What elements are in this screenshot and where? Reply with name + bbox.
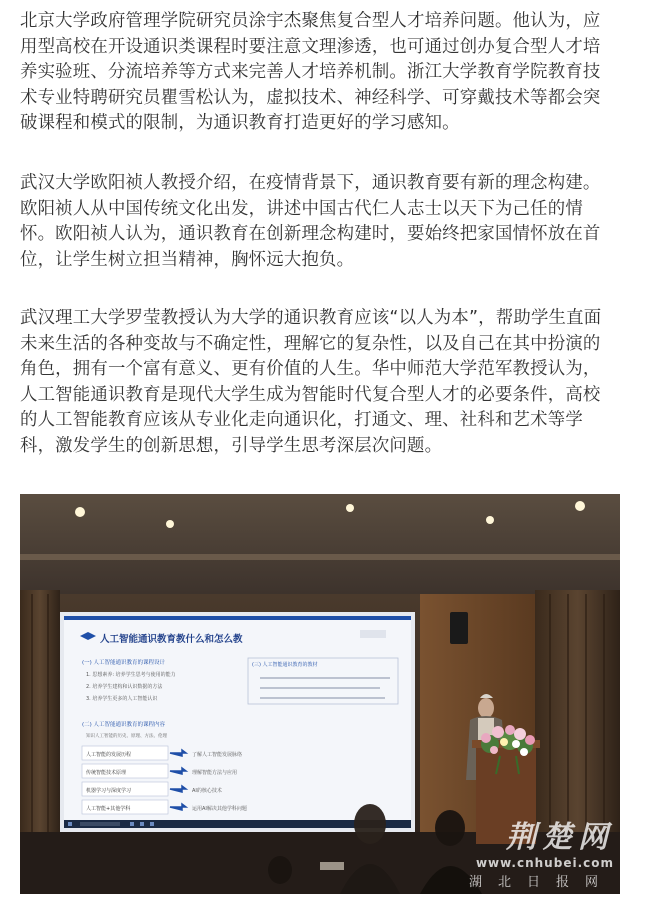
watermark-logo: 荆楚网 bbox=[506, 820, 614, 855]
paragraph-line: 术专业特聘研究员瞿雪松认为，虚拟技术、神经科学、可穿戴技术等都会突 bbox=[20, 87, 601, 108]
paragraph-line: 武汉理工大学罗莹教授认为大学的通识教育应该“以人为本”，帮助学生直面 bbox=[20, 308, 602, 328]
slide-row-right: 了解人工智能发展脉络 bbox=[192, 752, 243, 758]
slide-section1-item: 1. 思想素养: 培养学生思考与使用的能力 bbox=[86, 672, 176, 678]
slide-title: 人工智能通识教育教什么和怎么教 bbox=[100, 634, 243, 645]
slide-row-right: AI的核心技术 bbox=[192, 788, 222, 794]
paragraph-line: 的人工智能教育应该从专业化走向通识化，打通文、理、社科和艺术等学 bbox=[20, 410, 583, 431]
slide-row-left: 人工智能+其他学科 bbox=[86, 806, 131, 812]
slide-row-left: 传统智能技术原理 bbox=[86, 770, 127, 776]
paragraph-line: 怀。欧阳祯人认为，通识教育在创新理念构建时，要始终把家国情怀放在首 bbox=[20, 224, 601, 245]
watermark-name: 湖北日报网 bbox=[468, 875, 614, 890]
slide-row-left: 机器学习与深度学习 bbox=[86, 788, 132, 794]
slide-section2-heading: (二) 人工智能通识教育的课程内容 bbox=[82, 722, 166, 728]
paragraph-line: 位，让学生树立担当精神，胸怀远大抱负。 bbox=[20, 249, 355, 270]
paragraph-3 bbox=[20, 306, 628, 460]
slide-row-left: 人工智能的发展历程 bbox=[86, 752, 132, 758]
conference-photo bbox=[20, 494, 620, 894]
paragraph-line: 破课程和模式的限制，为通识教育打造更好的学习感知。 bbox=[20, 113, 460, 134]
slide-row-right: 理解智能方法与应用 bbox=[192, 770, 238, 776]
paragraph-line: 北京大学政府管理学院研究员涂宇杰聚焦复合型人才培养问题。他认为，应 bbox=[20, 11, 601, 31]
slide-row-right: 运用AI解决其他学科问题 bbox=[192, 806, 247, 812]
slide-section1-item: 2. 培养学生建构和认识数据的方法 bbox=[86, 684, 163, 690]
paragraph-line: 人工智能通识教育是现代大学生成为智能时代复合型人才的必要条件，高校 bbox=[20, 384, 601, 405]
slide-section1-heading: (一) 人工智能通识教育的课程设计 bbox=[82, 660, 166, 666]
paragraph-line: 用型高校在开设通识类课程时要注意文理渗透，也可通过创办复合型人才培 bbox=[20, 36, 601, 57]
paragraph-line: 科，激发学生的创新思想，引导学生思考深层次问题。 bbox=[20, 435, 443, 456]
paragraph-2 bbox=[20, 171, 628, 273]
slide-section1-item: 3. 培养学生更多的人工智能认识 bbox=[86, 696, 158, 702]
slide-section3-heading: (三) 人工智能通识教育的教材 bbox=[252, 662, 318, 668]
paragraph-line: 角色，拥有一个富有意义、更有价值的人生。华中师范大学范军教授认为， bbox=[20, 359, 601, 380]
paragraph-line: 欧阳祯人从中国传统文化出发，讲述中国古代仁人志士以天下为己任的情 bbox=[20, 198, 583, 219]
paragraph-line: 武汉大学欧阳祯人教授介绍，在疫情背景下，通识教育要有新的理念构建。 bbox=[20, 173, 601, 193]
slide-section2-sub: 知识人工智能的历史、原理、方法、伦理 bbox=[86, 734, 167, 739]
paragraph-line: 养实验班、分流培养等方式来完善人才培养机制。浙江大学教育学院教育技 bbox=[20, 62, 601, 83]
paragraph-line: 未来生活的各种变故与不确定性，理解它的复杂性，以及自己在其中扮演的 bbox=[20, 333, 601, 354]
watermark-url: www.cnhubei.com bbox=[475, 856, 614, 870]
watermark bbox=[469, 812, 614, 890]
paragraph-1 bbox=[20, 9, 628, 137]
